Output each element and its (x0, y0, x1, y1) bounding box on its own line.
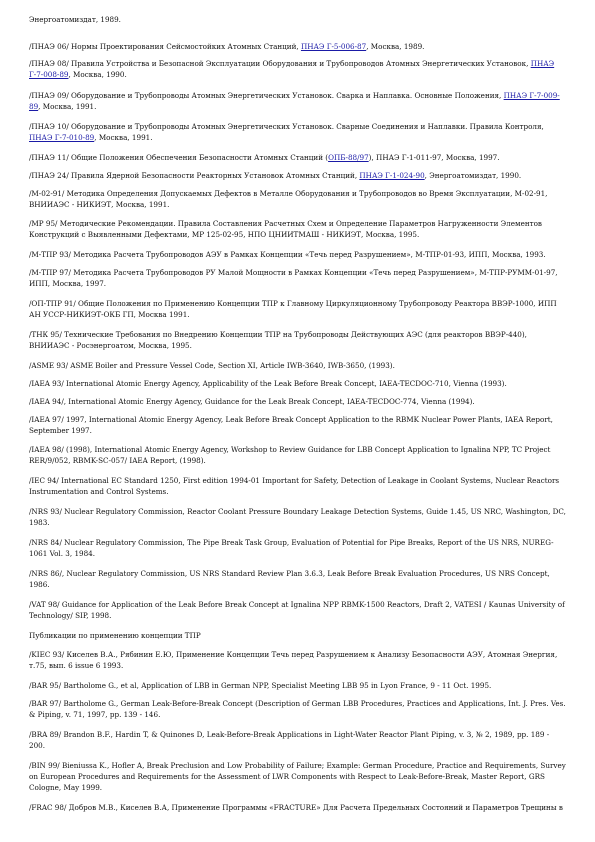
reference-entry: /VAT 98/ Guidance for Application of the Leak Before Break Concept at Ignalina NPP RBMK-1500 Reactors, Draft 2, VATESI / Kaunas University of Technology/ SIP, 1998. (29, 600, 565, 620)
reference-entry: /NRS 93/ Nuclear Regulatory Commission, Reactor Coolant Pressure Boundary Leakage Detection Systems, Guide 1.45, US NRC, Washington, DC, 1983. (29, 507, 566, 527)
reference-link[interactable]: ПНАЭ Г-1-024-90 (359, 171, 425, 180)
reference-entry: /IAEA 93/ International Atomic Energy Agency, Applicability of the Leak Before Break Concept, IAEA-TECDOC-710, Vienna (1993). (29, 379, 507, 388)
reference-entry: /BAR 95/ Bartholome G., et al, Application of LBB in German NPP, Specialist Meeting LBB 95 in Lyon France, 9 - 11 Oct. 1995. (29, 681, 492, 690)
reference-entry: /BRA 89/ Brandon B.F., Hardin T, & Quinones D, Leak-Before-Break Applications in Light-Water Reactor Plant Piping, v. 3, № 2, 1989, pp. 189 - 200. (29, 730, 550, 750)
reference-entry: /BAR 97/ Bartholome G., German Leak-Before-Break Concept (Description of German LBB Procedures, Practices and Applications, Int. J. Pres. Ves. & Piping, v. 71, 1997, pp. 139 - 146. (29, 699, 566, 719)
reference-entry: /М-ТПР 93/ Методика Расчета Трубопроводов АЭУ в Рамках Концепции «Течь перед Разрушением», М-ТПР-01-93, ИПП, Москва, 1993. (29, 250, 546, 259)
reference-entry: /ASME 93/ ASME Boiler and Pressure Vessel Code, Section XI, Article IWB-3640, IWB-3650, (1993). (29, 361, 395, 370)
reference-entry: /М-02-91/ Методика Определения Допускаемых Дефектов в Металле Оборудования и Трубопроводов во Время Эксплуатации, М-02-91, ВНИИАЭС - НИКИЭТ, Москва, 1991. (29, 189, 548, 209)
reference-entry: /IAEA 97/ 1997, International Atomic Energy Agency, Leak Before Break Concept Application to the RBMK Nuclear Power Plants, IAEA Report, September 1997. (29, 415, 553, 435)
reference-entry: /ТНК 95/ Технические Требования по Внедрению Концепции ТПР на Трубопроводы Действующих АЭС (для реакторов ВВЭР-440), ВНИИАЭС - Росэнергоатом, Москва, 1995. (29, 330, 527, 350)
reference-link[interactable]: ПНАЭ Г-7-008-89 (29, 59, 555, 79)
reference-link[interactable]: ПНАЭ Г-7-009-89 (29, 91, 560, 111)
reference-entry: /М-ТПР 97/ Методика Расчета Трубопроводов РУ Малой Мощности в Рамках Концепции «Течь перед Разрушением», М-ТПР-РУММ-01-97, ИПП, Москва, 1997. (29, 268, 558, 288)
reference-entry: /МР 95/ Методические Рекомендации. Правила Составления Расчетных Схем и Определение Параметров Нагруженности Элементов Конструкций с Выявленными Дефектами, МР 125-02-95, НПО ЦНИИТМАШ - НИКИЭТ, Москва, 1995. (29, 219, 542, 239)
reference-link[interactable]: ОПБ-88/97 (328, 153, 369, 162)
reference-entry: Энергоатомиздат, 1989. (29, 15, 121, 24)
section-heading: Публикации по применению концепции ТПР (29, 631, 201, 640)
reference-entry: /NRS 86/, Nuclear Regulatory Commission, US NRS Standard Review Plan 3.6.3, Leak Before Break Evaluation Procedures, US NRS Concept, 1986. (29, 569, 550, 589)
reference-entry: /ОП-ТПР 91/ Общие Положения по Применению Концепции ТПР к Главному Циркуляционному Трубопроводу Реактора ВВЭР-1000, ИПП АН УССР-НИКИЭТ-ОКБ ГП, Москва 1991. (29, 299, 557, 319)
reference-entry: /BIN 99/ Bieniussa K., Hofler A, Break Preclusion and Low Probability of Failure; Example: German Procedure, Practice and Requirements, Survey on European Procedures and Requirements for the Assessment of LWR Components with Respect to Leak-Before-Break, Master Report, GRS Cologne, May 1999. (29, 761, 566, 792)
reference-entry: /ПНАЭ 24/ Правила Ядерной Безопасности Реакторных Установок Атомных Станций, ПНАЭ Г-1-024-90, Энергоатомиздат, 1990. (29, 171, 522, 180)
reference-link[interactable]: ПНАЭ Г-7-010-89 (29, 133, 95, 142)
reference-entry: /ПНАЭ 09/ Оборудование и Трубопроводы Атомных Энергетических Установок. Сварка и Наплавка. Основные Положения, ПНАЭ Г-7-009-89, Москва, 1991. (29, 91, 560, 111)
reference-entry: /IAEA 98/ (1998), International Atomic Energy Agency, Workshop to Review Guidance for LBB Concept Application to Ignalina NPP, TC Project RER/9/052, RBMK-SC-057/ IAEA Report, (1998). (29, 445, 551, 465)
reference-entry: /ПНАЭ 08/ Правила Устройства и Безопасной Эксплуатации Оборудования и Трубопроводов Атомных Энергетических Установок, ПНАЭ Г-7-008-89, Москва, 1990. (29, 59, 555, 79)
reference-entry: /NRS 84/ Nuclear Regulatory Commission, The Pipe Break Task Group, Evaluation of Potential for Pipe Breaks, Report of the US NRS, NUREG-1061 Vol. 3, 1984. (29, 538, 554, 558)
reference-entry: /ПНАЭ 11/ Общие Положения Обеспечения Безопасности Атомных Станций (ОПБ-88/97), ПНАЭ Г-1-011-97, Москва, 1997. (29, 153, 500, 162)
reference-entry: /IEC 94/ International EC Standard 1250, First edition 1994-01 Important for Safety, Detection of Leakage in Coolant Systems, Nuclear Reactors Instrumentation and Control Systems. (29, 476, 560, 496)
reference-entry: /ПНАЭ 10/ Оборудование и Трубопроводы Атомных Энергетических Установок. Сварные Соединения и Наплавки. Правила Контроля, ПНАЭ Г-7-010-89, Москва, 1991. (29, 122, 544, 142)
reference-entry: /FRAC 98/ Добров М.В., Киселев В.А, Применение Программы «FRACTURE» Для Расчета Предельных Состояний и Параметров Трещины в (29, 803, 563, 812)
reference-entry: /IAEA 94/, International Atomic Energy Agency, Guidance for the Leak Break Concept, IAEA-TECDOC-774, Vienna (1994). (29, 397, 475, 406)
reference-entry: /KIEC 93/ Киселев В.А., Рябинин Е.Ю, Применение Концепции Течь перед Разрушением к Анализу Безопасности АЭУ, Атомная Энергия, т.75, вып. 6 issue 6 1993. (29, 650, 558, 670)
reference-entry: /ПНАЭ 06/ Нормы Проектирования Сейсмостойких Атомных Станций, ПНАЭ Г-5-006-87, Москва, 1989. (29, 42, 425, 51)
reference-link[interactable]: ПНАЭ Г-5-006-87 (300, 42, 367, 51)
